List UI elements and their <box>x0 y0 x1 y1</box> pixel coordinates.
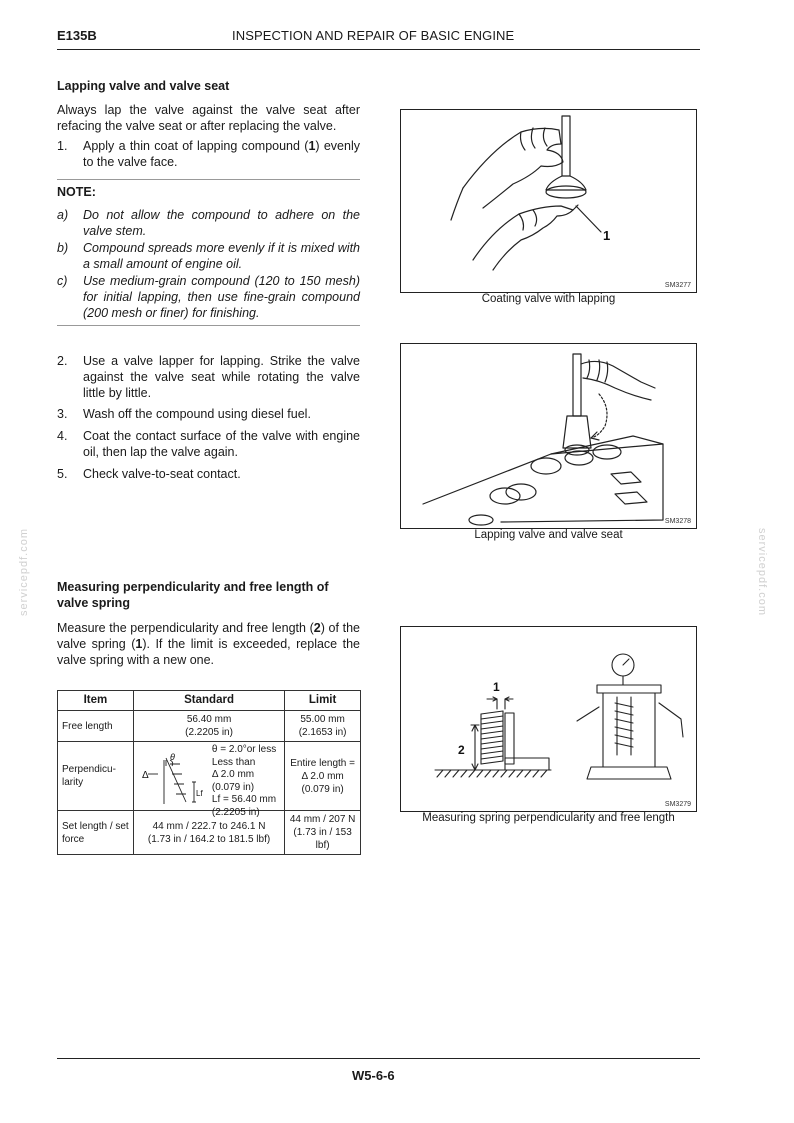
figure1-callout-1: 1 <box>603 228 611 243</box>
standard-cell: 44 mm / 222.7 to 246.1 N (1.73 in / 164.2 to 181.5 lbf) <box>133 811 284 855</box>
valve-spring-spec-table <box>57 690 361 855</box>
figure3-callout-2: 2 <box>458 743 465 757</box>
lapping-intro: Always lap the valve against the valve seat after refacing the valve seat or after replacing the valve. <box>57 103 360 133</box>
note-title: NOTE: <box>57 185 96 199</box>
hands-valve-illustration <box>401 110 696 292</box>
diagram-theta-label: θ <box>169 752 175 762</box>
page-number: W5-6-6 <box>352 1068 395 1083</box>
diagram-delta-label: Δ <box>141 770 149 781</box>
note-bottom-rule <box>57 325 360 326</box>
callout-ref: 2 <box>313 621 321 635</box>
header-divider <box>57 49 700 50</box>
limit-cell: Entire length = Δ 2.0 mm (0.079 in) <box>285 742 361 811</box>
diagram-lf-label: Lf <box>195 789 203 798</box>
figure1-caption: Coating valve with lapping <box>481 293 616 305</box>
note-item-b: b) Compound spreads more evenly if it is mixed with a small amount of engine oil. <box>57 241 360 271</box>
spring-heading: Measuring perpendicularity and free length of valve spring <box>57 580 329 610</box>
figure-code: SM3277 <box>664 282 691 289</box>
model-code: E135B <box>57 28 97 43</box>
lapping-step-2: 2. Use a valve lapper for lapping. Strike the valve against the valve seat while rotating the valve little by little. <box>57 354 360 400</box>
figure-spring-measure <box>400 626 697 812</box>
lapping-step-1 <box>57 138 360 170</box>
callout-ref: 1 <box>135 637 143 651</box>
figure-code: SM3279 <box>664 801 691 808</box>
item-cell: Free length <box>58 711 134 742</box>
step-number: 1. <box>57 139 68 153</box>
column-header-standard: Standard <box>133 691 284 711</box>
spring-measure-illustration <box>401 627 696 811</box>
note-item-c: c) Use medium-grain compound (120 to 150 mesh) for initial lapping, then use fine-grain compound (200 mesh or finer) for finishing. <box>57 274 360 320</box>
figure-lapping-valve <box>400 343 697 529</box>
callout-ref: 1 <box>308 139 316 153</box>
footer-divider <box>57 1058 700 1059</box>
note-item-a: a) Do not allow the compound to adhere on the valve stem. <box>57 208 360 238</box>
item-cell: Set length / set force <box>58 811 134 855</box>
lapping-step-3: 3. Wash off the compound using diesel fuel. <box>57 407 311 421</box>
valve-lapper-illustration <box>401 344 696 528</box>
figure2-caption: Lapping valve and valve seat <box>474 529 623 541</box>
table-header-row <box>58 691 361 711</box>
limit-cell: 55.00 mm (2.1653 in) <box>285 711 361 742</box>
figure-code: SM3278 <box>664 518 691 525</box>
perpendicularity-standard-text: θ = 2.0°or less Less than Δ 2.0 mm (0.079 in) Lf = 56.40 mm (2.2205 in) <box>211 744 277 818</box>
step-text: Apply a thin coat of lapping compound (1) evenly to the valve face. <box>83 139 360 169</box>
column-header-item: Item <box>58 691 134 711</box>
figure3-callout-1: 1 <box>493 680 500 694</box>
column-header-limit: Limit <box>285 691 361 711</box>
lapping-heading: Lapping valve and valve seat <box>57 79 230 93</box>
note-top-rule <box>57 179 360 180</box>
standard-cell: 56.40 mm (2.2205 in) <box>133 711 284 742</box>
lapping-step-5: 5. Check valve-to-seat contact. <box>57 467 241 481</box>
table-row-perpendicularity <box>58 742 361 811</box>
limit-cell: 44 mm / 207 N (1.73 in / 153 lbf) <box>285 811 361 855</box>
spring-paragraph: Measure the perpendicularity and free length (2) of the valve spring (1). If the limit is exceeded, replace the valve spring with a new one. <box>57 621 360 667</box>
figure-coating-valve <box>400 109 697 293</box>
table-row-free-length <box>58 711 361 742</box>
perpendicularity-diagram <box>140 752 210 812</box>
figure3-caption: Measuring spring perpendicularity and free length <box>422 812 675 824</box>
item-cell: Perpendicu- larity <box>58 742 134 811</box>
standard-cell <box>133 742 284 818</box>
table-row-set-length <box>58 811 361 855</box>
watermark-left: servicepdf.com <box>17 528 30 616</box>
lapping-step-4: 4. Coat the contact surface of the valve with engine oil, then lap the valve again. <box>57 429 360 459</box>
page-header-title: INSPECTION AND REPAIR OF BASIC ENGINE <box>232 28 515 43</box>
watermark-right: servicepdf.com <box>755 528 768 616</box>
